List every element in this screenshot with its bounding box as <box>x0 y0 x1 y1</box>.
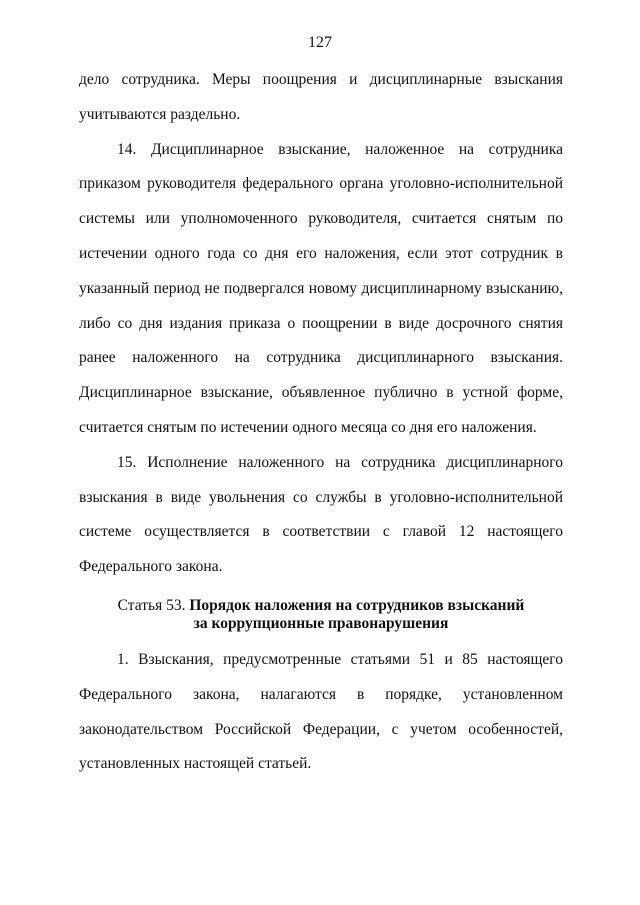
paragraph-14: 14. Дисциплинарное взыскание, наложенное на сотрудника приказом руководителя федерального органа уголовно-исполнительной системы или уполномоченного руководителя, считается снятым по истечении одного года со дня его наложения, если этот сотрудник в указанный период не подвергался новому дисциплинарному взысканию, либо со дня издания приказа о поощрении в виде досрочного снятия ранее наложенного на сотрудника дисциплинарного взыскания. Дисциплинарное взыскание, объявленное публично в устной форме, считается снятым по истечении одного месяца со дня его наложения. <box>79 140 563 436</box>
article-title-line1: Порядок наложения на сотрудников взысканий <box>189 596 525 614</box>
article-number: Статья 53. <box>117 596 186 614</box>
document-body <box>79 63 563 782</box>
paragraph-15: 15. Исполнение наложенного на сотрудника дисциплинарного взыскания в виде увольнения со службы в уголовно-исполнительной системе осуществляется в соответствии с главой 12 настоящего Федерального закона. <box>79 453 563 576</box>
article-title-line2: за коррупционные правонарушения <box>193 614 449 632</box>
paragraph-continuation: дело сотрудника. Меры поощрения и дисциплинарные взыскания учитываются раздельно. <box>79 71 563 123</box>
paragraph-1: 1. Взыскания, предусмотренные статьями 51 и 85 настоящего Федерального закона, налагаются в порядке, установленном законодательством Российской Федерации, с учетом особенностей, установленных настоящей статьей. <box>79 650 563 773</box>
article-heading <box>79 597 563 633</box>
page-number: 127 <box>308 34 332 51</box>
